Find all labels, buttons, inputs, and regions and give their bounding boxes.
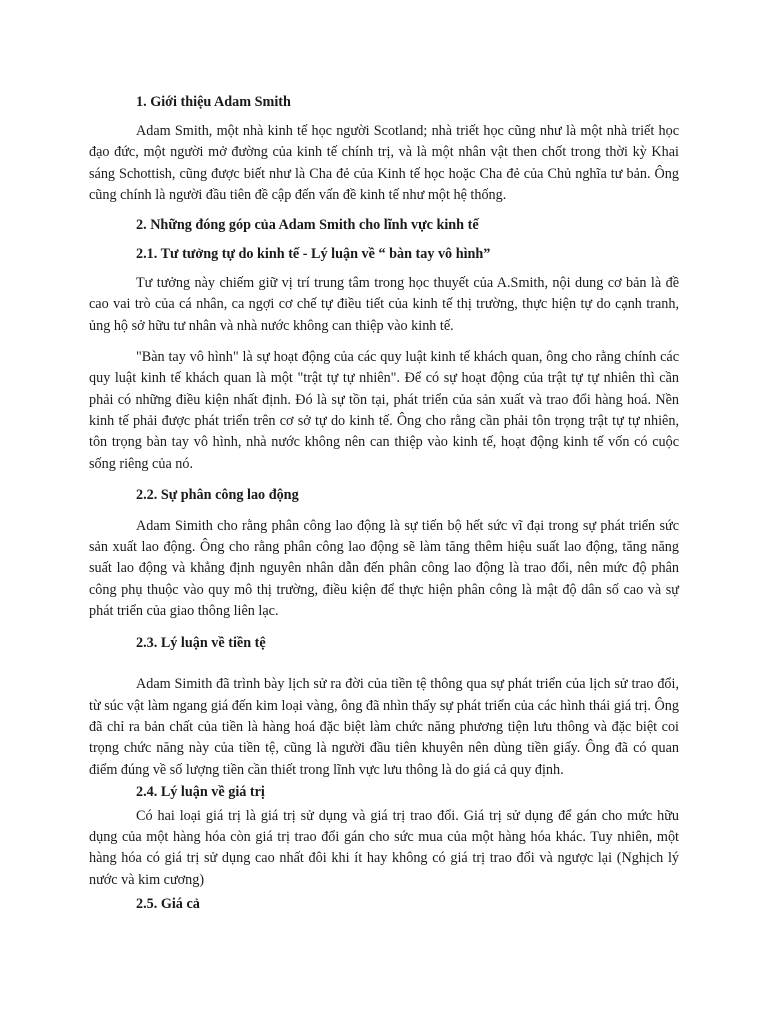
section-2-5-heading: 2.5. Giá cả xyxy=(136,896,200,913)
section-2-1-paragraph-2: "Bàn tay vô hình" là sự hoạt động của các quy luật kinh tế khách quan, ông cho rằng chính các quy luật kinh tế khách quan là một "trật tự tự nhiên". Để có sự hoạt động của trật tự tự nhiên thì cần phải có những điều kiện nhất định. Đó là sự tồn tại, phát triển của sản xuất và trao đổi hàng hoá. Nền kinh tế phải được phát triển trên cơ sở tự do kinh tế. Ông cho rằng cần phải tôn trọng trật tự tự nhiên, tôn trọng bàn tay vô hình, nhà nước không nên can thiệp vào kinh tế, hoạt động kinh tế vốn có cuộc sống riêng của nó. xyxy=(89,349,679,472)
section-2-4-paragraph: Có hai loại giá trị là giá trị sử dụng và giá trị trao đổi. Giá trị sử dụng để gán cho mức hữu dụng của một hàng hóa còn giá trị trao đổi gán cho sức mua của một hàng hóa khác. Tuy nhiên, một hàng hóa có giá trị sử dụng cao nhất đôi khi ít hay không có giá trị trao đổi và ngược lại (Nghịch lý nước và kim cương) xyxy=(89,807,679,888)
section-2-heading: 2. Những đóng góp của Adam Smith cho lĩnh vực kinh tế xyxy=(136,217,479,234)
document-page xyxy=(89,88,679,915)
section-2-1-paragraph-1: Tư tưởng này chiếm giữ vị trí trung tâm trong học thuyết của A.Smith, nội dung cơ bản là đề cao vai trò của cá nhân, ca ngợi cơ chế tự điều tiết của kinh tế thị trường, thực hiện tự do cạnh tranh, ủng hộ sở hữu tư nhân và nhà nước không can thiệp vào kinh tế. xyxy=(89,275,679,334)
section-2-4-heading: 2.4. Lý luận về giá trị xyxy=(136,783,265,800)
section-2-2-heading: 2.2. Sự phân công lao động xyxy=(136,486,299,503)
section-1-paragraph: Adam Smith, một nhà kinh tế học người Scotland; nhà triết học cũng như là một nhà triết học đạo đức, một người mở đường của kinh tế chính trị, và là một nhân vật then chốt trong thời kỳ Khai sáng Schottish, cũng được biết như là Cha đẻ của Kinh tế học hoặc Cha đẻ của Chủ nghĩa tư bản. Ông cũng chính là người đầu tiên đề cập đến vấn đề kinh tế như một hệ thống. xyxy=(89,123,679,203)
section-2-1-heading: 2.1. Tư tưởng tự do kinh tế - Lý luận về “ bàn tay vô hình” xyxy=(136,246,491,263)
section-1-heading: 1. Giới thiệu Adam Smith xyxy=(136,94,291,110)
section-2-2-paragraph: Adam Simith cho rằng phân công lao động là sự tiến bộ hết sức vĩ đại trong sự phát triển sức sản xuất lao động. Ông cho rằng phân công lao động sẽ làm tăng thêm hiệu suất lao động, tăng năng suất lao động và khẳng định nguyên nhân dẫn đến phân công lao động là trao đổi, nên mức độ phân công phụ thuộc vào quy mô thị trường, điều kiện để thực hiện phân công là mật độ dân số cao và sự phát triển của giao thông liên lạc. xyxy=(89,517,679,620)
section-2-3-paragraph: Adam Simith đã trình bày lịch sử ra đời của tiền tệ thông qua sự phát triển của lịch sử trao đổi, từ súc vật làm ngang giá đến kim loại vàng, ông đã nhìn thấy sự phát triển của các hình thái giá trị. Ông đã chỉ ra bản chất của tiền là hàng hoá đặc biệt làm chức năng phương tiện lưu thông và đặc biệt coi trọng chức năng này của tiền tệ, cũng là người đầu tiên khuyên nên dùng tiền giấy. Ông đã có quan điểm đúng về số lượng tiền cần thiết trong lĩnh vực lưu thông là do giá cả quy định. xyxy=(89,676,679,778)
section-2-3-heading: 2.3. Lý luận về tiền tệ xyxy=(136,635,266,652)
